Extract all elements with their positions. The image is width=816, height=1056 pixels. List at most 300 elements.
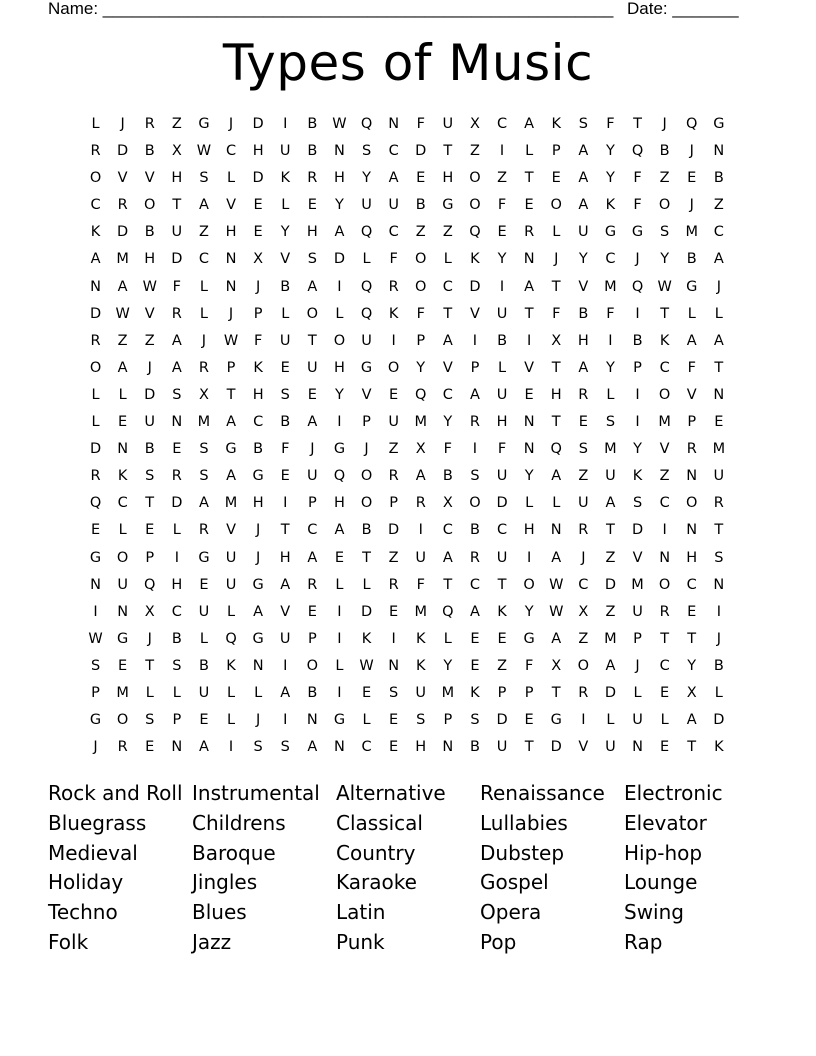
grid-letter[interactable]: S xyxy=(714,549,724,566)
grid-letter[interactable]: Y xyxy=(687,657,697,674)
grid-letter[interactable]: O xyxy=(469,197,481,214)
grid-letter[interactable]: A xyxy=(524,116,535,132)
grid-letter[interactable]: Z xyxy=(388,441,399,458)
grid-letter[interactable]: S xyxy=(470,468,480,485)
grid-letter[interactable]: U xyxy=(225,549,237,566)
grid-letter[interactable]: B xyxy=(280,414,291,431)
grid-letter[interactable]: K xyxy=(659,332,670,349)
grid-letter[interactable]: M xyxy=(116,251,129,268)
grid-letter[interactable]: U xyxy=(117,576,128,593)
grid-letter[interactable]: I xyxy=(499,278,505,295)
grid-letter[interactable]: T xyxy=(524,739,534,756)
grid-letter[interactable]: C xyxy=(442,386,453,403)
grid-letter[interactable]: L xyxy=(362,251,371,268)
grid-letter[interactable]: K xyxy=(361,630,372,647)
grid-letter[interactable]: P xyxy=(145,549,155,566)
grid-letter[interactable]: A xyxy=(90,251,101,268)
grid-letter[interactable]: P xyxy=(307,630,317,647)
grid-letter[interactable]: O xyxy=(387,359,400,376)
grid-letter[interactable]: D xyxy=(333,251,346,268)
grid-letter[interactable]: C xyxy=(198,251,209,268)
grid-letter[interactable]: J xyxy=(716,630,721,647)
grid-letter[interactable]: A xyxy=(442,332,453,349)
grid-letter[interactable]: J xyxy=(147,359,152,376)
grid-letter[interactable]: U xyxy=(415,549,427,566)
grid-letter[interactable]: I xyxy=(337,278,342,295)
grid-letter[interactable]: U xyxy=(578,495,589,512)
grid-letter[interactable]: P xyxy=(524,684,534,701)
grid-letter[interactable]: D xyxy=(89,305,102,322)
grid-letter[interactable]: B xyxy=(469,739,480,756)
grid-letter[interactable]: U xyxy=(307,359,318,376)
grid-letter[interactable]: A xyxy=(686,712,697,729)
grid-letter[interactable]: Q xyxy=(225,630,237,647)
grid-letter[interactable]: L xyxy=(498,359,507,376)
grid-letter[interactable]: C xyxy=(442,278,453,295)
grid-letter[interactable]: J xyxy=(256,549,261,566)
grid-letter[interactable]: J xyxy=(581,549,586,566)
grid-letter[interactable]: G xyxy=(252,630,264,647)
grid-letter[interactable]: N xyxy=(713,386,725,403)
grid-letter[interactable]: M xyxy=(414,414,427,431)
grid-letter[interactable]: V xyxy=(226,197,236,214)
grid-letter[interactable]: A xyxy=(280,576,291,593)
grid-letter[interactable]: R xyxy=(578,522,589,539)
grid-letter[interactable]: I xyxy=(283,712,288,729)
grid-letter[interactable]: J xyxy=(228,116,234,132)
grid-letter[interactable]: K xyxy=(280,170,290,187)
grid-letter[interactable]: Q xyxy=(686,116,698,132)
grid-letter[interactable]: I xyxy=(283,657,288,674)
grid-letter[interactable]: N xyxy=(442,739,454,756)
grid-letter[interactable]: V xyxy=(280,251,291,268)
grid-letter[interactable]: A xyxy=(307,414,318,431)
grid-letter[interactable]: L xyxy=(362,712,371,729)
grid-letter[interactable]: C xyxy=(253,414,264,431)
grid-letter[interactable]: D xyxy=(252,116,264,132)
grid-letter[interactable]: A xyxy=(713,332,724,349)
grid-letter[interactable]: I xyxy=(527,549,532,566)
grid-letter[interactable]: P xyxy=(389,495,399,512)
grid-letter[interactable]: B xyxy=(659,143,670,160)
grid-letter[interactable]: S xyxy=(416,712,426,729)
grid-letter[interactable]: P xyxy=(416,332,426,349)
grid-letter[interactable]: E xyxy=(389,739,399,756)
grid-letter[interactable]: N xyxy=(686,468,698,485)
grid-letter[interactable]: Z xyxy=(497,170,508,187)
grid-letter[interactable]: A xyxy=(442,549,453,566)
grid-letter[interactable]: R xyxy=(144,116,155,132)
grid-letter[interactable]: J xyxy=(93,739,98,756)
grid-letter[interactable]: Z xyxy=(117,332,128,349)
grid-letter[interactable]: T xyxy=(551,684,561,701)
grid-letter[interactable]: Z xyxy=(713,197,724,214)
grid-letter[interactable]: E xyxy=(253,224,263,241)
grid-letter[interactable]: Z xyxy=(659,170,670,187)
grid-letter[interactable]: F xyxy=(416,116,425,132)
grid-letter[interactable]: Q xyxy=(144,576,156,593)
grid-letter[interactable]: L xyxy=(443,630,452,647)
grid-letter[interactable]: Y xyxy=(362,170,371,187)
grid-letter[interactable]: R xyxy=(578,684,589,701)
grid-letter[interactable]: Q xyxy=(631,278,644,295)
grid-letter[interactable]: E xyxy=(416,170,426,187)
grid-letter[interactable]: L xyxy=(335,657,344,674)
grid-letter[interactable]: H xyxy=(252,143,264,160)
grid-letter[interactable]: E xyxy=(660,739,670,756)
grid-letter[interactable]: P xyxy=(633,630,642,647)
grid-letter[interactable]: U xyxy=(307,468,318,485)
grid-letter[interactable]: D xyxy=(252,170,264,187)
grid-letter[interactable]: D xyxy=(117,224,129,241)
grid-letter[interactable]: Q xyxy=(550,441,562,458)
grid-letter[interactable]: W xyxy=(332,116,347,132)
grid-letter[interactable]: D xyxy=(171,251,183,268)
grid-letter[interactable]: O xyxy=(144,197,156,214)
grid-letter[interactable]: P xyxy=(551,143,561,160)
grid-letter[interactable]: Y xyxy=(606,170,615,187)
grid-letter[interactable]: V xyxy=(659,441,670,458)
grid-letter[interactable]: E xyxy=(280,359,290,376)
grid-letter[interactable]: W xyxy=(115,305,130,322)
grid-letter[interactable]: K xyxy=(497,603,507,620)
grid-letter[interactable]: E xyxy=(118,414,128,431)
grid-letter[interactable]: E xyxy=(714,414,724,431)
grid-letter[interactable]: M xyxy=(631,576,644,593)
grid-letter[interactable]: B xyxy=(415,197,426,214)
grid-letter[interactable]: H xyxy=(442,170,454,187)
grid-letter[interactable]: V xyxy=(144,305,155,322)
grid-letter[interactable]: W xyxy=(142,278,157,295)
grid-letter[interactable]: E xyxy=(389,386,399,403)
grid-letter[interactable]: H xyxy=(686,549,698,566)
grid-letter[interactable]: I xyxy=(472,332,478,349)
grid-letter[interactable]: B xyxy=(632,332,643,349)
grid-letter[interactable]: E xyxy=(470,657,480,674)
grid-letter[interactable]: G xyxy=(252,576,264,593)
grid-letter[interactable]: L xyxy=(91,116,100,132)
grid-letter[interactable]: E xyxy=(524,197,534,214)
grid-letter[interactable]: X xyxy=(253,251,264,268)
grid-letter[interactable]: T xyxy=(443,305,453,322)
grid-letter[interactable]: Z xyxy=(442,224,453,241)
grid-letter[interactable]: T xyxy=(172,197,182,214)
grid-letter[interactable]: M xyxy=(685,224,698,241)
grid-letter[interactable]: R xyxy=(388,278,399,295)
grid-letter[interactable]: D xyxy=(713,712,725,729)
grid-letter[interactable]: E xyxy=(90,522,101,539)
grid-letter[interactable]: Z xyxy=(171,116,182,132)
grid-letter[interactable]: B xyxy=(713,170,724,187)
grid-letter[interactable]: V xyxy=(524,359,535,376)
grid-letter[interactable]: H xyxy=(333,359,345,376)
grid-letter[interactable]: R xyxy=(307,576,318,593)
grid-letter[interactable]: A xyxy=(524,278,535,295)
grid-letter[interactable]: L xyxy=(199,630,208,647)
grid-letter[interactable]: P xyxy=(226,359,236,376)
grid-letter[interactable]: R xyxy=(469,549,480,566)
grid-letter[interactable]: G xyxy=(117,630,129,647)
grid-letter[interactable]: P xyxy=(633,359,642,376)
grid-letter[interactable]: L xyxy=(281,197,290,214)
grid-letter[interactable]: C xyxy=(713,224,724,241)
grid-letter[interactable]: R xyxy=(198,359,209,376)
grid-letter[interactable]: N xyxy=(334,143,345,160)
grid-letter[interactable]: J xyxy=(662,116,667,132)
grid-letter[interactable]: I xyxy=(174,549,179,566)
grid-letter[interactable]: K xyxy=(415,657,426,674)
grid-letter[interactable]: S xyxy=(632,495,643,512)
grid-letter[interactable]: L xyxy=(362,576,371,593)
grid-letter[interactable]: X xyxy=(198,386,209,403)
grid-letter[interactable]: C xyxy=(605,251,616,268)
grid-letter[interactable]: N xyxy=(523,441,535,458)
grid-letter[interactable]: N xyxy=(686,522,698,539)
grid-letter[interactable]: S xyxy=(253,739,263,756)
grid-letter[interactable]: L xyxy=(687,305,696,322)
grid-letter[interactable]: H xyxy=(550,386,562,403)
grid-letter[interactable]: G xyxy=(360,359,373,376)
grid-letter[interactable]: V xyxy=(469,305,480,322)
grid-letter[interactable]: V xyxy=(442,359,453,376)
grid-letter[interactable]: E xyxy=(551,170,561,187)
grid-letter[interactable]: G xyxy=(198,549,210,566)
grid-letter[interactable]: C xyxy=(469,576,480,593)
grid-letter[interactable]: S xyxy=(470,712,480,729)
grid-letter[interactable]: L xyxy=(91,386,100,403)
grid-letter[interactable]: I xyxy=(635,386,640,403)
grid-letter[interactable]: C xyxy=(361,739,372,756)
grid-letter[interactable]: U xyxy=(605,739,616,756)
grid-letter[interactable]: T xyxy=(660,630,670,647)
grid-letter[interactable]: O xyxy=(469,170,481,187)
grid-letter[interactable]: O xyxy=(89,170,102,187)
grid-letter[interactable]: L xyxy=(118,386,127,403)
grid-letter[interactable]: G xyxy=(198,116,210,132)
grid-letter[interactable]: F xyxy=(281,441,290,458)
name-field-label[interactable]: Name: ______________________________________________________ xyxy=(48,0,614,18)
grid-letter[interactable]: L xyxy=(335,305,344,322)
grid-letter[interactable]: U xyxy=(171,224,183,241)
grid-letter[interactable]: I xyxy=(635,305,640,322)
grid-letter[interactable]: B xyxy=(144,143,155,160)
grid-letter[interactable]: E xyxy=(145,522,155,539)
grid-letter[interactable]: H xyxy=(496,414,508,431)
grid-letter[interactable]: Z xyxy=(144,332,155,349)
grid-letter[interactable]: V xyxy=(117,170,128,187)
grid-letter[interactable]: F xyxy=(633,170,642,187)
grid-letter[interactable]: J xyxy=(635,251,640,268)
grid-letter[interactable]: A xyxy=(307,549,318,566)
grid-letter[interactable]: M xyxy=(658,414,671,431)
grid-letter[interactable]: P xyxy=(307,495,317,512)
grid-letter[interactable]: Z xyxy=(605,549,616,566)
grid-letter[interactable]: U xyxy=(279,630,291,647)
grid-letter[interactable]: G xyxy=(89,712,102,729)
grid-letter[interactable]: A xyxy=(551,630,562,647)
grid-letter[interactable]: B xyxy=(686,251,697,268)
grid-letter[interactable]: N xyxy=(632,739,643,756)
grid-letter[interactable]: D xyxy=(388,522,400,539)
grid-letter[interactable]: B xyxy=(307,143,318,160)
grid-letter[interactable]: S xyxy=(145,468,155,485)
grid-letter[interactable]: I xyxy=(93,603,98,620)
grid-letter[interactable]: U xyxy=(605,468,616,485)
grid-letter[interactable]: R xyxy=(659,603,670,620)
grid-letter[interactable]: Y xyxy=(335,197,344,214)
grid-letter[interactable]: T xyxy=(524,305,534,322)
grid-letter[interactable]: H xyxy=(252,386,264,403)
grid-letter[interactable]: A xyxy=(686,332,697,349)
grid-letter[interactable]: Q xyxy=(360,116,373,132)
grid-letter[interactable]: A xyxy=(415,468,426,485)
grid-letter[interactable]: N xyxy=(523,414,535,431)
grid-letter[interactable]: B xyxy=(497,332,508,349)
grid-letter[interactable]: L xyxy=(199,278,208,295)
grid-letter[interactable]: J xyxy=(310,441,315,458)
grid-letter[interactable]: A xyxy=(334,522,345,539)
grid-letter[interactable]: E xyxy=(470,630,480,647)
grid-letter[interactable]: F xyxy=(389,251,398,268)
grid-letter[interactable]: W xyxy=(549,576,564,593)
grid-letter[interactable]: L xyxy=(606,386,615,403)
date-field-label[interactable]: Date: _______ xyxy=(627,0,739,18)
grid-letter[interactable]: F xyxy=(633,197,642,214)
grid-letter[interactable]: U xyxy=(713,468,725,485)
grid-letter[interactable]: S xyxy=(578,116,588,132)
grid-letter[interactable]: H xyxy=(333,170,345,187)
grid-letter[interactable]: R xyxy=(713,495,724,512)
grid-letter[interactable]: T xyxy=(524,170,534,187)
grid-letter[interactable]: V xyxy=(578,739,589,756)
grid-letter[interactable]: O xyxy=(658,386,671,403)
grid-letter[interactable]: R xyxy=(171,305,182,322)
grid-letter[interactable]: P xyxy=(443,712,453,729)
grid-letter[interactable]: T xyxy=(551,414,561,431)
grid-letter[interactable]: O xyxy=(415,251,427,268)
grid-letter[interactable]: D xyxy=(415,143,427,160)
grid-letter[interactable]: U xyxy=(361,197,372,214)
grid-letter[interactable]: F xyxy=(416,305,425,322)
grid-letter[interactable]: C xyxy=(496,522,508,539)
grid-letter[interactable]: B xyxy=(469,522,480,539)
grid-letter[interactable]: A xyxy=(198,739,209,756)
grid-letter[interactable]: T xyxy=(497,576,507,593)
grid-letter[interactable]: K xyxy=(470,684,480,701)
grid-letter[interactable]: L xyxy=(254,684,263,701)
grid-letter[interactable]: U xyxy=(361,332,372,349)
grid-letter[interactable]: N xyxy=(523,251,535,268)
grid-letter[interactable]: K xyxy=(226,657,236,674)
grid-letter[interactable]: A xyxy=(253,603,264,620)
grid-letter[interactable]: O xyxy=(116,549,129,566)
grid-letter[interactable]: I xyxy=(581,712,586,729)
grid-letter[interactable]: S xyxy=(172,386,182,403)
grid-letter[interactable]: C xyxy=(496,116,508,132)
word-search-grid[interactable] xyxy=(82,111,742,761)
grid-letter[interactable]: X xyxy=(551,657,562,674)
grid-letter[interactable]: D xyxy=(496,712,508,729)
grid-letter[interactable]: T xyxy=(145,495,155,512)
grid-letter[interactable]: A xyxy=(171,359,182,376)
grid-letter[interactable]: A xyxy=(578,197,589,214)
grid-letter[interactable]: A xyxy=(198,495,209,512)
grid-letter[interactable]: U xyxy=(496,386,508,403)
grid-letter[interactable]: O xyxy=(306,657,319,674)
grid-letter[interactable]: O xyxy=(306,305,319,322)
grid-letter[interactable]: L xyxy=(714,305,723,322)
grid-letter[interactable]: E xyxy=(389,603,399,620)
grid-letter[interactable]: X xyxy=(442,495,453,512)
grid-letter[interactable]: G xyxy=(89,549,102,566)
grid-letter[interactable]: R xyxy=(117,197,128,214)
grid-letter[interactable]: S xyxy=(199,468,209,485)
grid-letter[interactable]: H xyxy=(144,251,156,268)
grid-letter[interactable]: H xyxy=(171,170,183,187)
grid-letter[interactable]: B xyxy=(442,468,453,485)
grid-letter[interactable]: S xyxy=(389,684,399,701)
grid-letter[interactable]: A xyxy=(117,359,128,376)
grid-letter[interactable]: H xyxy=(279,549,291,566)
grid-letter[interactable]: F xyxy=(687,359,696,376)
grid-letter[interactable]: H xyxy=(171,576,183,593)
grid-letter[interactable]: N xyxy=(713,576,725,593)
grid-letter[interactable]: C xyxy=(388,224,399,241)
grid-letter[interactable]: O xyxy=(686,495,698,512)
grid-letter[interactable]: L xyxy=(172,684,181,701)
grid-letter[interactable]: X xyxy=(469,116,480,132)
grid-letter[interactable]: V xyxy=(578,278,589,295)
grid-letter[interactable]: I xyxy=(337,603,342,620)
grid-letter[interactable]: B xyxy=(198,657,209,674)
grid-letter[interactable]: S xyxy=(361,143,372,160)
grid-letter[interactable]: Z xyxy=(415,224,426,241)
grid-letter[interactable]: K xyxy=(415,630,426,647)
grid-letter[interactable]: X xyxy=(686,684,697,701)
grid-letter[interactable]: X xyxy=(171,143,182,160)
grid-letter[interactable]: T xyxy=(660,305,670,322)
grid-letter[interactable]: S xyxy=(660,224,670,241)
grid-letter[interactable]: A xyxy=(469,603,480,620)
grid-letter[interactable]: R xyxy=(578,386,589,403)
grid-letter[interactable]: Y xyxy=(443,657,453,674)
grid-letter[interactable]: A xyxy=(226,414,236,431)
grid-letter[interactable]: S xyxy=(90,657,101,674)
grid-letter[interactable]: E xyxy=(389,712,399,729)
grid-letter[interactable]: J xyxy=(554,251,559,268)
grid-letter[interactable]: H xyxy=(415,739,427,756)
grid-letter[interactable]: C xyxy=(171,603,182,620)
grid-letter[interactable]: U xyxy=(415,684,427,701)
grid-letter[interactable]: Z xyxy=(578,630,589,647)
grid-letter[interactable]: E xyxy=(524,386,534,403)
grid-letter[interactable]: D xyxy=(171,495,183,512)
grid-letter[interactable]: D xyxy=(631,522,644,539)
grid-letter[interactable]: A xyxy=(388,170,399,187)
grid-letter[interactable]: P xyxy=(687,414,697,431)
grid-letter[interactable]: I xyxy=(337,414,342,431)
grid-letter[interactable]: H xyxy=(333,495,345,512)
grid-letter[interactable]: S xyxy=(172,657,182,674)
grid-letter[interactable]: U xyxy=(496,549,508,566)
grid-letter[interactable]: U xyxy=(225,576,237,593)
grid-letter[interactable]: S xyxy=(280,386,290,403)
grid-letter[interactable]: Y xyxy=(280,224,290,241)
grid-letter[interactable]: B xyxy=(253,441,264,458)
grid-letter[interactable]: K xyxy=(470,251,480,268)
grid-letter[interactable]: F xyxy=(552,305,561,322)
grid-letter[interactable]: P xyxy=(362,414,371,431)
